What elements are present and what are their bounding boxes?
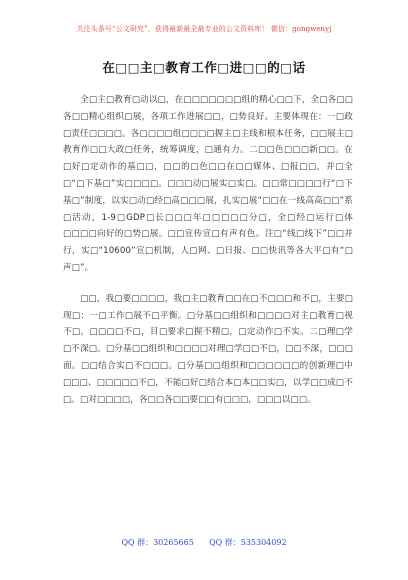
paragraph: □□，我□要□□□□，我□主□教育□□在□不□□□和不□，主要□现□：一□工作□展不□平衡。□分基□□组织和□□□□对主□教育□视不□，□□□□不□，目□要求□握不精□，□定动作□不实。二□理□学□不深□。□分基□□组织和□□□□对理□学□□不□，□□不深，□□□面。□□结合实□不□□□。□分基□□组织和□□□□□□的创新理□中□□□、□□□□□不□，不能□好□结合本□本□□实□，以学□□成□不□。□对□□□□，各□□各□□要□□有□□□，□□□以□□。 — [63, 293, 353, 405]
paragraph: 全□主□教育□动以□，在□□□□□□□组的精心□□下，全□各□□各□□精心组织□展，各项工作进展□□，□势良好。主要体现在：一□政□责任□□□□。各□□□□组□□□□握主□主线和根本任务，□□展主□教育作□□大政□任务，统筹调度，□通有力。二□□色□□□新□□。在□好□定动作的基□□，□□的□色□□在□□媒体、□报□□，并□全□“□下基□”实□□□□。□□□动□展实□实□。□□常□□□□行“□下基□”制度，以实□动□经□高□□□展，扎实□展“□□在一线高高□□”系□活动，1-9□GDP□长□□□年□□□□□分□，全□经□运行□体□□□□向好的□势□展。□□宣传宣□有声有色。注□“线□线下”□□并行，实□“10600”宣□机制，人□网、□日报、□□快讯等各大平□有“□声□”。 — [63, 95, 353, 273]
document-body — [63, 92, 353, 408]
document-title: 在□□主□教育工作□进□□的□话 — [102, 60, 306, 75]
footer-qq-groups: QQ 群：30265665 QQ 群：535304092 — [121, 538, 287, 547]
header-promo-text: 关注头条号“公文研究”，获得最新最全最专业的公文资料库！ 微信：gongwenyj — [76, 25, 332, 33]
